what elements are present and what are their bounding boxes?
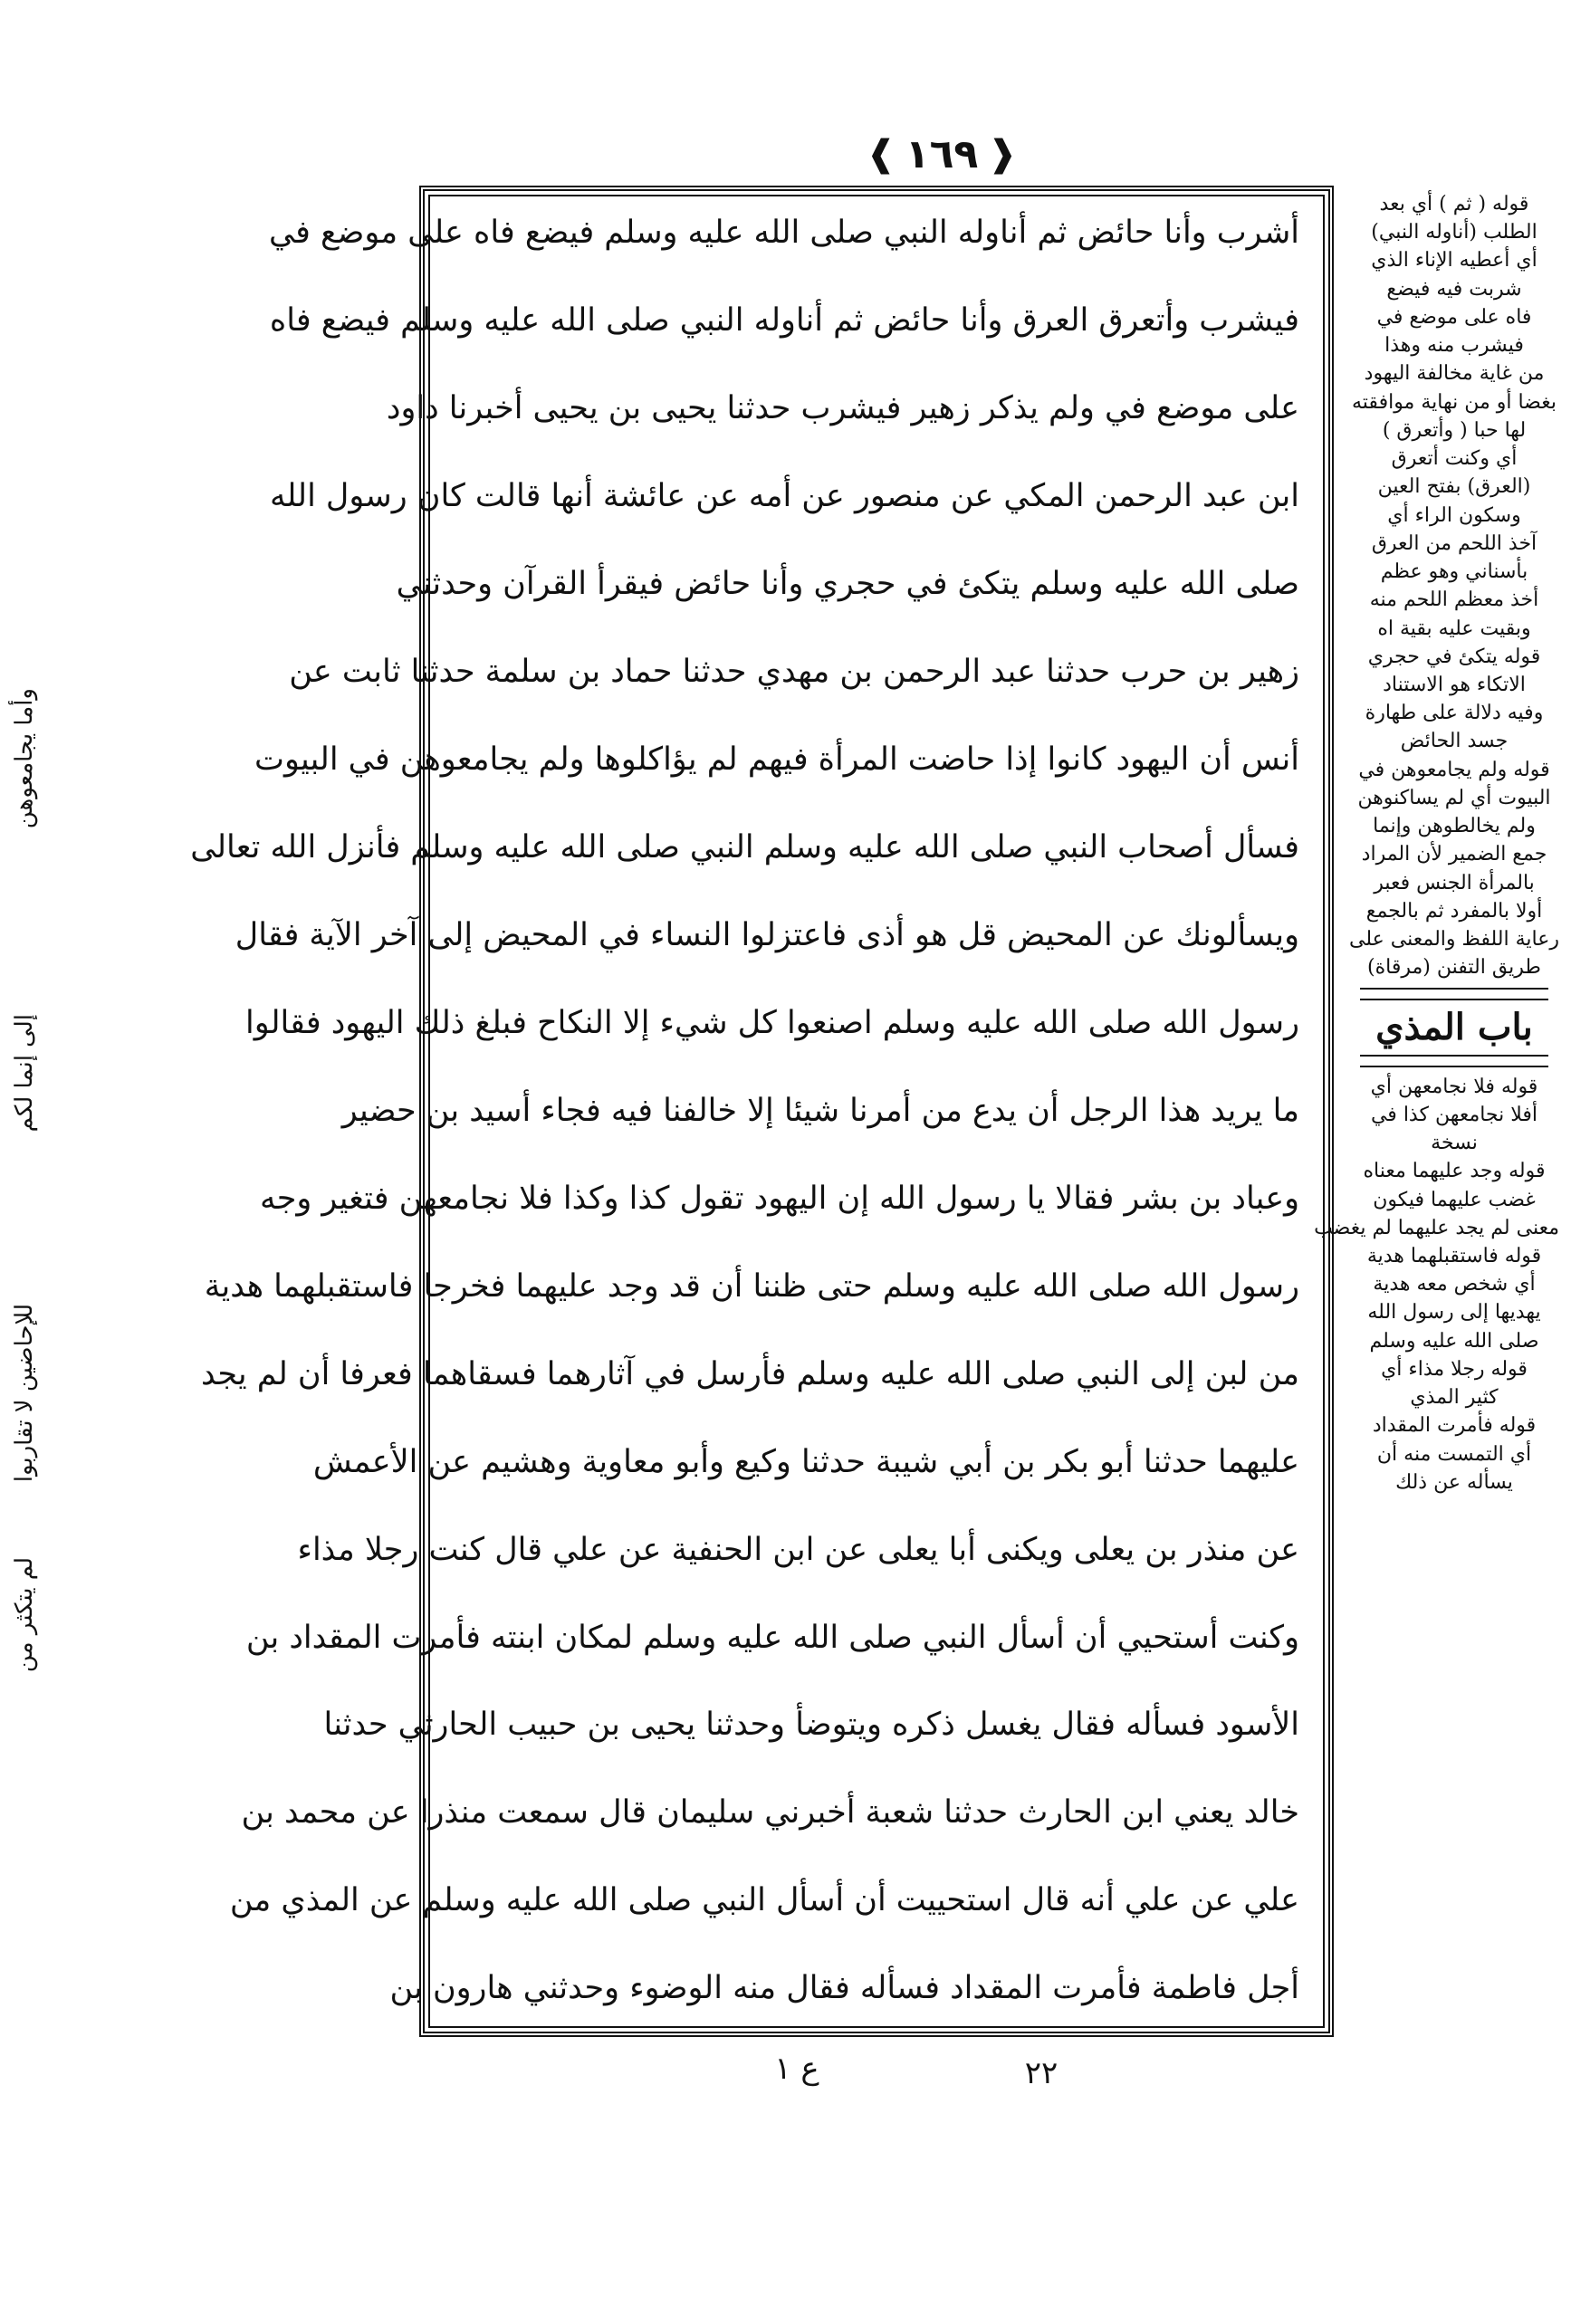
main-line-10: رسول الله صلى الله عليه وسلم اصنعوا كل شيء إلا النكاح فبلغ ذلك اليهود فقالوا	[245, 1004, 1299, 1041]
main-line-3: على موضع في ولم يذكر زهير فيشرب حدثنا يحيى بن يحيى أخبرنا داود	[386, 389, 1299, 426]
main-line-11: ما يريد هذا الرجل أن يدع من أمرنا شيئا إلا خالفنا فيه فجاء أسيد بن حضير	[341, 1092, 1299, 1129]
page-header	[833, 127, 1050, 181]
note-line: بالمرأة الجنس فعبر	[1374, 871, 1535, 894]
main-line-17: وكنت أستحيي أن أسأل النبي صلى الله عليه وسلم لمكان ابنته فأمرت المقداد بن	[245, 1619, 1299, 1656]
footer-number: ٢٢	[1024, 2055, 1059, 2091]
note-line: وبقيت عليه بقية اه	[1377, 617, 1531, 640]
main-line-18: الأسود فسأله فقال يغسل ذكره ويتوضأ وحدثنا يحيى بن حبيب الحارثي حدثنا	[323, 1707, 1299, 1744]
main-line-8: فسأل أصحاب النبي صلى الله عليه وسلم النبي صلى الله عليه وسلم فأنزل الله تعالى	[190, 828, 1299, 866]
main-line-14: من لبن إلى النبي صلى الله عليه وسلم فأرسل في آثارهما فسقاهما فعرفا أن لم يجد	[200, 1355, 1299, 1392]
note-line: صلى الله عليه وسلم	[1369, 1329, 1539, 1353]
main-line-15: عليهما حدثنا أبو بكر بن أبي شيبة حدثنا وكيع وأبو معاوية وهشيم عن الأعمش	[312, 1443, 1299, 1480]
ornament-right: ❰	[987, 133, 1018, 175]
main-text-body	[190, 195, 1325, 2028]
note-line: قوله فاستقبلهما هدية	[1366, 1244, 1542, 1267]
note-line: طريق التفنن (مرقاة)	[1367, 956, 1541, 980]
left-note: للإحاضين لا تقاربوا	[11, 1304, 38, 1483]
note-line: أي وكنت أتعرق	[1391, 447, 1518, 471]
main-line-4: ابن عبد الرحمن المكي عن منصور عن أمه عن عائشة أنها قالت كان رسول الله	[270, 477, 1299, 514]
note-line: (العرق) بفتح العين	[1377, 475, 1531, 499]
note-line: وسكون الراء أي	[1387, 503, 1521, 527]
note-line: ولم يخالطوهن وإنما	[1373, 815, 1536, 838]
main-line-9: ويسألونك عن المحيض قل هو أذى فاعتزلوا النساء في المحيض إلى آخر الآية فقال	[235, 916, 1299, 953]
note-line: يسأله عن ذلك	[1395, 1470, 1513, 1494]
left-margin-notes	[11, 670, 391, 1756]
note-line: قوله فأمرت المقداد	[1372, 1414, 1537, 1438]
note-line: أخذ معظم اللحم منه	[1369, 588, 1539, 612]
main-line-13: رسول الله صلى الله عليه وسلم حتى ظننا أن قد وجد عليهما فخرجا فاستقبلهما هدية	[204, 1267, 1299, 1305]
note-line: أولا بالمفرد ثم بالجمع	[1365, 899, 1543, 923]
note-line: شربت فيه فيضع	[1386, 277, 1522, 301]
note-line: فاه على موضع في	[1376, 305, 1532, 329]
note-line: بأسناني وهو عظم	[1380, 560, 1528, 584]
main-line-2: فيشرب وأتعرق العرق وأنا حائض ثم أناوله النبي صلى الله عليه وسلم فيضع فاه	[269, 301, 1299, 339]
note-line: فيشرب منه وهذا	[1384, 334, 1524, 358]
note-line: نسخة	[1431, 1132, 1478, 1155]
note-line: البيوت أي لم يساكنوهن	[1357, 786, 1551, 809]
note-line: معنى لم يجد عليهما لم يغضب	[1314, 1216, 1559, 1239]
note-line: قوله فلا نجامعهن أي	[1370, 1075, 1538, 1098]
note-line: أي التمست منه أن	[1376, 1442, 1532, 1466]
note-line: جسد الحائض	[1400, 730, 1509, 753]
footer-signature: ع ١	[774, 2051, 819, 2087]
left-note: وأما يجامعوهن	[11, 688, 38, 829]
main-line-21: أجل فاطمة فأمرت المقداد فسأله فقال منه الوضوء وحدثني هارون بن	[389, 1970, 1299, 2007]
main-line-20: علي عن علي أنه قال استحييت أن أسأل النبي صلى الله عليه وسلم عن المذي من	[229, 1882, 1299, 1919]
main-line-19: خالد يعني ابن الحارث حدثنا شعبة أخبرني سليمان قال سمعت منذرا عن محمد بن	[241, 1794, 1299, 1831]
note-line: أي شخص معه هدية	[1373, 1273, 1536, 1296]
note-line: قوله ( ثم ) أي بعد	[1379, 193, 1529, 215]
note-line: رعاية اللفظ والمعنى على	[1349, 928, 1559, 952]
chapter-heading: باب المذي	[1375, 1005, 1533, 1048]
note-line: غضب عليهما فيكون	[1373, 1188, 1536, 1211]
section-divider	[1360, 988, 1548, 1000]
main-line-7: أنس أن اليهود كانوا إذا حاضت المرأة فيهم لم يؤاكلوها ولم يجامعوهن في البيوت	[254, 741, 1299, 778]
note-line: قوله رجلا مذاء أي	[1381, 1357, 1528, 1381]
page-number: ١٦٩	[905, 130, 979, 177]
note-line: الاتكاء هو الاستناد	[1383, 673, 1526, 696]
note-line: قوله يتكئ في حجري	[1367, 645, 1541, 668]
note-line: يهديها إلى رسول الله	[1367, 1301, 1541, 1325]
note-line: وفيه دلالة على طهارة	[1365, 702, 1544, 725]
left-note: إلى إنما لكم	[11, 1014, 38, 1133]
note-line: الطلب (أناوله النبي)	[1371, 221, 1537, 244]
note-line: لها حبا ( وأتعرق )	[1382, 418, 1527, 442]
main-line-6: زهير بن حرب حدثنا عبد الرحمن بن مهدي حدثنا حماد بن سلمة حدثنا ثابت عن	[289, 653, 1299, 690]
note-line: قوله وجد عليهما معناه	[1363, 1160, 1546, 1183]
left-note: لم يتكثر من	[11, 1557, 38, 1673]
main-line-1: أشرب وأنا حائض ثم أناوله النبي صلى الله عليه وسلم فيضع فاه على موضع في	[268, 215, 1299, 251]
margin-commentary	[1314, 190, 1559, 2091]
note-line: أفلا نجامعهن كذا في	[1370, 1103, 1538, 1126]
note-line: أي أعطيه الإناء الذي	[1371, 249, 1537, 273]
main-line-12: وعباد بن بشر فقالا يا رسول الله إن اليهود تقول كذا وكذا فلا نجامعهن فتغير وجه	[259, 1180, 1299, 1217]
note-line: قوله ولم يجامعوهن في	[1358, 758, 1550, 781]
note-line: كثير المذي	[1410, 1386, 1499, 1410]
note-line: آخذ اللحم من العرق	[1371, 531, 1537, 555]
note-line: من غاية مخالفة اليهود	[1364, 362, 1545, 386]
section-divider	[1360, 1055, 1548, 1067]
main-text-frame	[190, 186, 1334, 2037]
note-line: جمع الضمير لأن المراد	[1361, 843, 1547, 866]
note-line: بغضا أو من نهاية موافقته	[1352, 390, 1557, 414]
ornament-left: ❱	[866, 133, 896, 175]
main-line-16: عن منذر بن يعلى ويكنى أبا يعلى عن ابن الحنفية عن علي قال كنت رجلا مذاء	[297, 1531, 1299, 1568]
main-line-5: صلى الله عليه وسلم يتكئ في حجري وأنا حائض فيقرأ القرآن وحدثني	[396, 565, 1299, 602]
